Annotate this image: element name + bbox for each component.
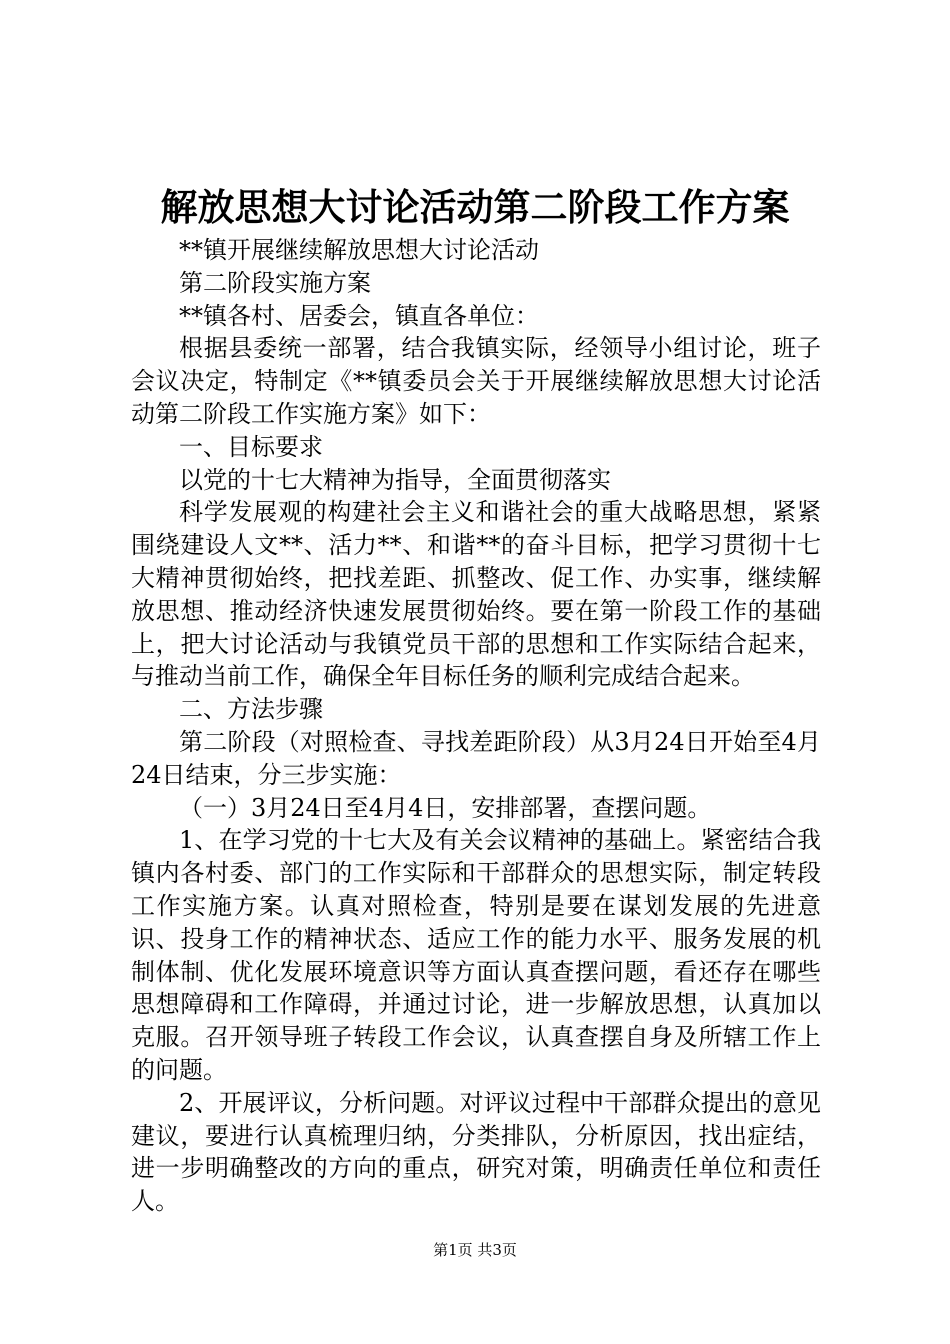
paragraph: 以党的十七大精神为指导，全面贯彻落实: [179, 465, 611, 494]
paragraph: **镇开展继续解放思想大讨论活动: [179, 236, 539, 264]
document-title: 解放思想大讨论活动第二阶段工作方案: [160, 185, 790, 229]
section-heading: 一、目标要求: [179, 432, 323, 461]
section-heading: 二、方法步骤: [179, 695, 323, 724]
paragraph: **镇各村、居委会，镇直各单位：: [179, 301, 539, 330]
page-footer: 第1页 共3页: [433, 1241, 517, 1259]
paragraph: （一）3月24日至4月4日，安排部署，查摆问题。: [179, 793, 712, 822]
paragraph: 第二阶段（对照检查、寻找差距阶段）从3月24日开始至4月24日结束，分三步实施：: [131, 727, 821, 789]
paragraph: 根据县委统一部署，结合我镇实际，经领导小组讨论，班子会议决定，特制定《**镇委员会关于开展继续解放思想大讨论活动第二阶段工作实施方案》如下：: [131, 334, 821, 428]
paragraph: 科学发展观的构建社会主义和谐社会的重大战略思想，紧紧围绕建设人文**、活力**、和谐**的奋斗目标，把学习贯彻十七大精神贯彻始终，把找差距、抓整改、促工作、办实事，继续解放思想、推动经济快速发展贯彻始终。要在第一阶段工作的基础上，把大讨论活动与我镇党员干部的思想和工作实际结合起来，与推动当前工作，确保全年目标任务的顺利完成结合起来。: [131, 498, 821, 691]
document-body: [131, 234, 821, 1218]
paragraph: 第二阶段实施方案: [179, 268, 371, 297]
paragraph: 1、在学习党的十七大及有关会议精神的基础上。紧密结合我镇内各村委、部门的工作实际和干部群众的思想实际，制定转段工作实施方案。认真对照检查，特别是要在谋划发展的先进意识、投身工作的精神状态、适应工作的能力水平、服务发展的机制体制、优化发展环境意识等方面认真查摆问题，看还存在哪些思想障碍和工作障碍，并通过讨论，进一步解放思想，认真加以克服。召开领导班子转段工作会议，认真查摆自身及所辖工作上的问题。: [131, 826, 821, 1084]
paragraph: 2、开展评议，分析问题。对评议过程中干部群众提出的意见建议，要进行认真梳理归纳，分类排队，分析原因，找出症结，进一步明确整改的方向的重点，研究对策，明确责任单位和责任人。: [131, 1088, 821, 1216]
